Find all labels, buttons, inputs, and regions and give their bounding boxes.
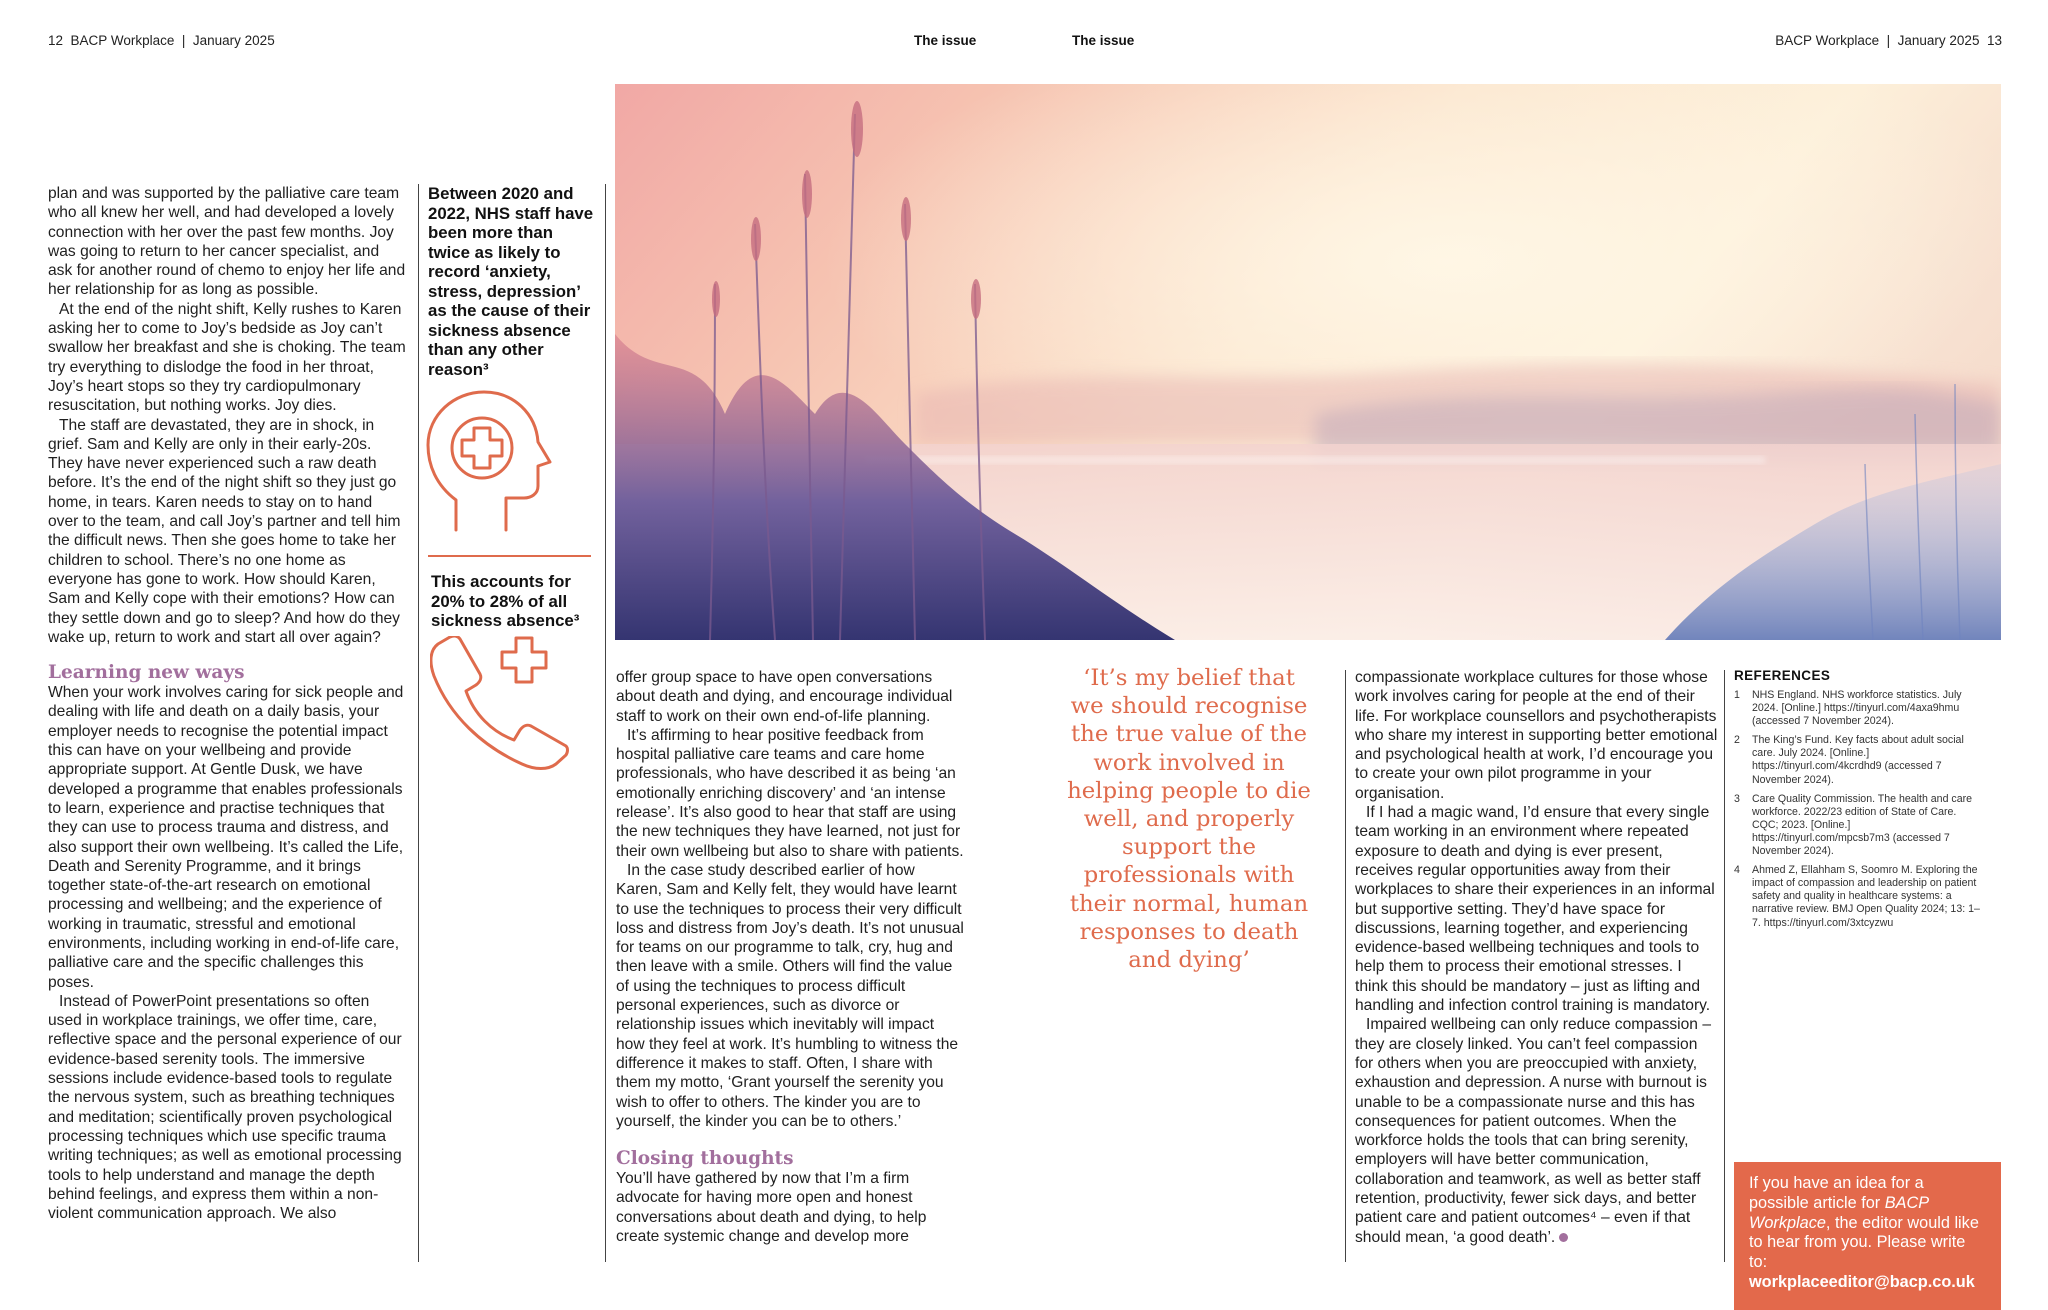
left-publication: BACP Workplace [70, 33, 175, 48]
sidebar-stat-1: Between 2020 and 2022, NHS staff have been more than twice as likely to record ‘anxiety, stress, depression’ as the cause of their sickness absence than any other reason³ [428, 184, 594, 379]
col1-paragraph-1: plan and was supported by the palliative care team who all knew her well, and had developed a lovely connection with her over the past few months. Joy was going to return to her cancer specialist, and ask for another round of chemo to enjoy her life and her relationship for as long as possible. [48, 185, 406, 299]
col1-paragraph-5: Instead of PowerPoint presentations so often used in workplace trainings, we offer time, care, reflective space and the personal experience of our evidence-based serenity tools. The immersive sessions include evidence-based tools to regulate the nervous system, such as breathing techniques and meditation; scientifically proven psychological processing techniques which use specific trauma writing techniques; as well as emotional processing tools to help understand and manage the depth behind feelings, and express them within a non-violent communication approach. We also [48, 992, 402, 1223]
right-separator: | [1886, 33, 1891, 48]
reference-item [1734, 793, 1984, 858]
column-4 [1355, 668, 1719, 1247]
left-date: January 2025 [192, 33, 275, 48]
cta-text-before: If you have an idea for a possible article for [1749, 1174, 1924, 1212]
article-end-dot [1559, 1233, 1568, 1242]
col1-paragraph-2: At the end of the night shift, Kelly rushes to Karen asking her to come to Joy’s bedside as Joy can’t swallow her breakfast and she is choking. The team try everything to dislodge the food in her throat, Joy’s heart stops so they try cardiopulmonary resuscitation, but nothing works. Joy dies. [48, 300, 406, 415]
references-block [1734, 668, 1984, 930]
references-title: REFERENCES [1734, 668, 1831, 683]
sidebar-divider [428, 555, 591, 557]
left-page-number: 12 [48, 33, 64, 48]
col1-paragraph-4: When your work involves caring for sick people and dealing with life and death on a daily basis, your employer needs to recognise the potential impact this can have on your wellbeing and provide appropriate support. At Gentle Dusk, we have developed a programme that enables professionals to learn, experience and practise techniques that they can use to process trauma and distress, and also support their own wellbeing. It’s called the Life, Death and Serenity Programme, and it brings together state-of-the-art research on emotional processing and wellbeing; and the experience of working in traumatic, stressful and emotional environments, including working in end-of-life care, palliative care and the specific challenges this poses. [48, 684, 404, 991]
reference-number: 4 [1734, 864, 1740, 877]
reference-item [1734, 734, 1984, 786]
reference-item [1734, 689, 1984, 728]
col2-paragraph-1: offer group space to have open conversations about death and dying, and encourage individual staff to work on their own end-of-life planning. [616, 669, 953, 725]
column-rule-4 [1724, 670, 1725, 1262]
subhead-learning-new-ways: Learning new ways [48, 662, 245, 684]
col4-paragraph-2: If I had a magic wand, I’d ensure that every single team working in an environment where repeated exposure to death and dying is ever present, receives regular opportunities away from their workplaces to share their experiences in an informal but supportive setting. They’d have space for discussions, learning together, and experiencing evidence-based wellbeing techniques and tools to help them to process their emotional stresses. I think this should be mandatory – just as lifting and handling and infection control training is mandatory. [1355, 804, 1715, 1015]
cta-publication: BACP Workplace [1749, 1193, 1929, 1232]
col4-paragraph-3 [1355, 1015, 1719, 1247]
sidebar-stat-2: This accounts for 20% to 28% of all sickness absence³ [431, 572, 580, 630]
column-rule-1 [418, 184, 419, 1262]
right-running-header [1775, 33, 2002, 48]
reference-text: Ahmed Z, Ellahham S, Soomro M. Exploring the impact of compassion and leadership on patient safety and quality in healthcare systems: a narrative review. BMJ Open Quality 2024; 13: 1–7. https://tinyurl.com/3xtcyzwu [1752, 864, 1980, 929]
reference-number: 3 [1734, 792, 1740, 805]
subhead-closing-thoughts: Closing thoughts [616, 1148, 794, 1170]
issue-label-left: The issue [914, 33, 977, 48]
reference-item [1734, 864, 1984, 929]
head-medical-cross-icon [426, 390, 556, 540]
col2-paragraph-3: In the case study described earlier of how Karen, Sam and Kelly felt, they would have learnt to use the techniques to process their very difficult loss and distress from Joy’s death. It’s not unusual for teams on our programme to talk, cry, hug and then leave with a smile. Others will find the value of using the techniques to process difficult personal experiences, such as divorce or relationship issues which inevitably will impact how they feel at work. It’s humbling to witness the difference it makes to staff. Often, I share with them my motto, ‘Grant yourself the serenity you wish to offer to others. The kinder you are to yourself, the kinder you can be to others.’ [616, 861, 964, 1130]
reference-text: Care Quality Commission. The health and care workforce. 2022/23 edition of State of Care. CQC; 2023. [Online.] https://tinyurl.com/mpcsb7m3 (accessed 7 November 2024). [1752, 792, 1973, 858]
issue-label-right: The issue [1072, 33, 1135, 48]
pull-quote: ‘It’s my belief that we should recognise the true value of the work involved in helping people to die well, and properly support the professionals with their normal, human responses to death and dying’ [1067, 665, 1311, 974]
col2-paragraph-2: It’s affirming to hear positive feedback from hospital palliative care teams and care home professionals, who have described it as being ‘an emotionally enriching discovery’ and ‘an intense release’. It’s also good to hear that staff are using the new techniques they have learned, not just for their own wellbeing but also to share with patients. [616, 726, 964, 860]
column-rule-2 [605, 184, 606, 1262]
phone-medical-cross-icon [430, 636, 570, 771]
col1-paragraph-3: The staff are devastated, they are in shock, in grief. Sam and Kelly are only in their early-20s. They have never experienced such a raw death before. It’s the end of the night shift so they just go home, in tears. Karen needs to stay on to hand over to the team, and call Joy’s partner and tell him the difficult news. Then she goes home to take her children to school. There’s no one home as everyone has gone to work. How should Karen, Sam and Kelly cope with their emotions? How can they settle down and go to sleep? And how do they wake up, return to work and start all over again? [48, 416, 401, 646]
editor-email-link[interactable]: workplaceeditor@bacp.co.uk [1749, 1272, 1975, 1291]
right-page-number: 13 [1986, 33, 2002, 48]
reference-text: NHS England. NHS workforce statistics. July 2024. [Online.] https://tinyurl.com/4axa9hmu (accessed 7 November 2024). [1752, 689, 1962, 728]
column-2 [616, 668, 964, 1246]
reference-number: 2 [1734, 734, 1740, 747]
reference-text: The King’s Fund. Key facts about adult social care. July 2024. [Online.] https://tinyurl.com/4kcrdhd9 (accessed 7 November 2024). [1752, 734, 1964, 786]
right-publication: BACP Workplace [1775, 33, 1880, 48]
col4-paragraph-3-text: Impaired wellbeing can only reduce compassion – they are closely linked. You can’t feel compassion for others when you are preoccupied with anxiety, exhaustion and depression. A nurse with burnout is unable to be a compassionate nurse and this has consequences for patient outcomes. When the workforce holds the tools that can bring serenity, employers will have better communication, collaboration and teamwork, as well as better staff retention, productivity, fewer sick days, and better patient care and patient outcomes⁴ – even if that should mean, ‘a good death’. [1355, 1016, 1711, 1246]
col2-paragraph-4: You’ll have gathered by now that I’m a firm advocate for having more open and honest conversations about death and dying, to help create systemic change and develop more [616, 1170, 927, 1246]
left-running-header [48, 33, 275, 48]
col4-paragraph-1: compassionate workplace cultures for those whose work involves caring for people at the end of their life. For workplace counsellors and psychotherapists who share my interest in supporting better emotional and psychological health at work, I’d encourage you to create your own pilot programme in your organisation. [1355, 669, 1718, 802]
right-date: January 2025 [1897, 33, 1980, 48]
column-1 [48, 184, 406, 1223]
reference-number: 1 [1734, 689, 1740, 701]
column-rule-3 [1345, 670, 1346, 1262]
cta-text-after: , the editor would like to hear from you. Please write to: [1749, 1213, 1979, 1272]
contact-editor-box [1734, 1162, 2001, 1310]
hero-watercolour-image [615, 84, 2001, 640]
left-separator: | [181, 33, 186, 48]
